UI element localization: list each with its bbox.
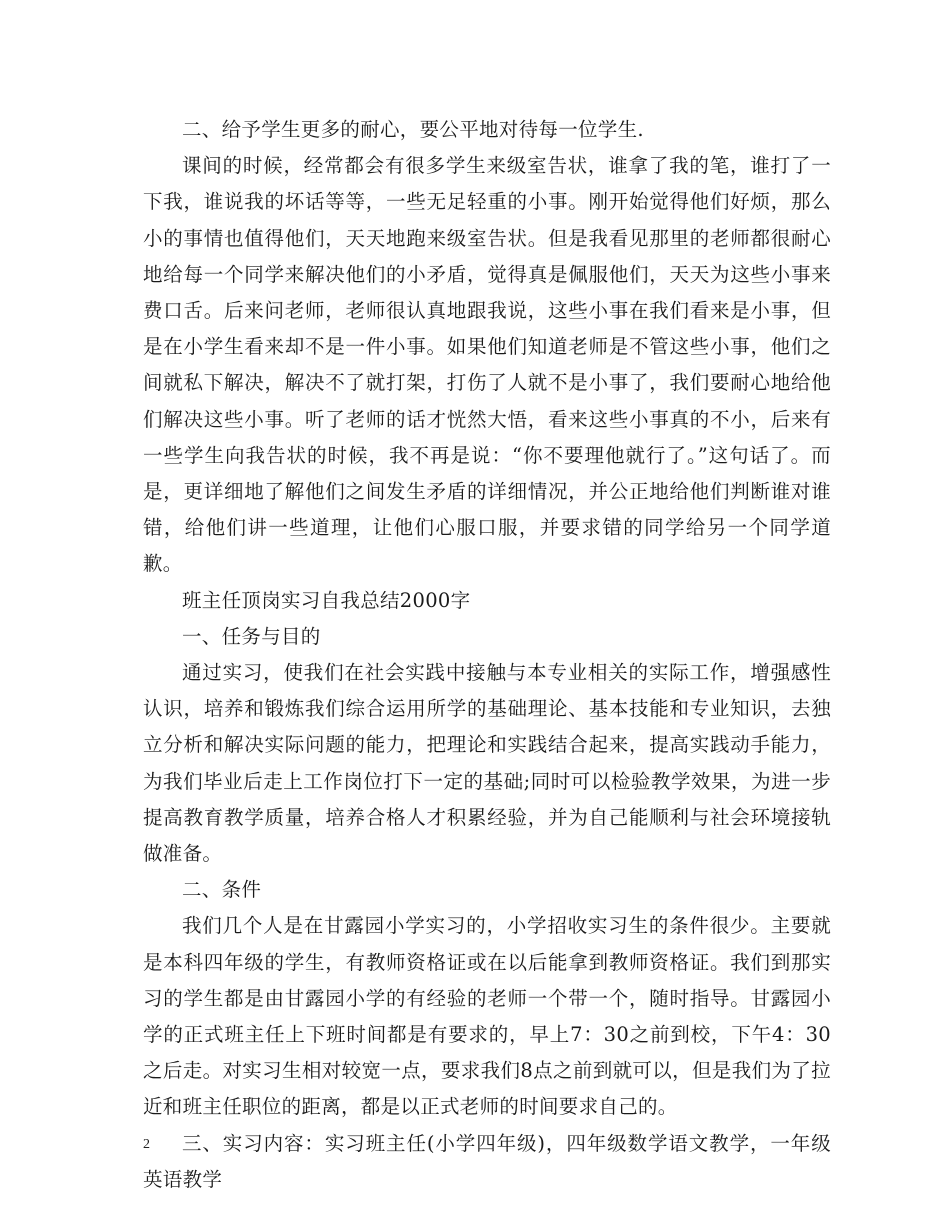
paragraph-conditions-body: 我们几个人是在甘露园小学实习的，小学招收实习生的条件很少。主要就是本科四年级的学生，有教师资格证或在以后能拿到教师资格证。我们到那实习的学生都是由甘露园小学的有经验的老师一个带一个，随时指导。甘露园小学的正式班主任上下班时间都是有要求的，早上7：30之前到校，下午4：30之后走。对实习生相对较宽一点，要求我们8点之前到就可以，但是我们为了拉近和班主任职位的距离，都是以正式老师的时间要求自己的。 [143,914,831,1119]
paragraph-task-purpose-body: 通过实习，使我们在社会实践中接触与本专业相关的实际工作，增强感性认识，培养和锻炼我们综合运用所学的基础理论、基本技能和专业知识，去独立分析和解决实际问题的能力，把理论和实践结合起来，提高实践动手能力，为我们毕业后走上工作岗位打下一定的基础;同时可以检验教学效果，为进一步提高教育教学质量，培养合格人才积累经验，并为自己能顺利与社会环境接轨做准备。 [143,661,831,866]
paragraph-summary-title: 班主任顶岗实习自我总结2000字 [182,588,471,612]
page-number: 2 [143,1137,150,1152]
document-body [143,112,831,1198]
paragraph-internship-content: 三、实习内容：实习班主任(小学四年级)，四年级数学语文教学，一年级英语教学 [143,1131,831,1191]
paragraph-section-two-heading: 二、给予学生更多的耐心，要公平地对待每一位学生. [182,118,644,141]
paragraph-conditions-heading: 二、条件 [182,878,262,902]
paragraph-task-purpose-heading: 一、任务与目的 [182,624,321,648]
paragraph-recess-complaints: 课间的时候，经常都会有很多学生来级室告状，谁拿了我的笔，谁打了一下我，谁说我的坏话等等，一些无足轻重的小事。刚开始觉得他们好烦，那么小的事情也值得他们，天天地跑来级室告状。但是我看见那里的老师都很耐心地给每一个同学来解决他们的小矛盾，觉得真是佩服他们，天天为这些小事来费口舌。后来问老师，老师很认真地跟我说，这些小事在我们看来是小事，但是在小学生看来却不是一件小事。如果他们知道老师是不管这些小事，他们之间就私下解决，解决不了就打架，打伤了人就不是小事了，我们要耐心地给他们解决这些小事。听了老师的话才恍然大悟，看来这些小事真的不小，后来有一些学生向我告状的时候，我不再是说：“你不要理他就行了。”这句话了。而是，更详细地了解他们之间发生矛盾的详细情况，并公正地给他们判断谁对谁错，给他们讲一些道理，让他们心服口服，并要求错的同学给另一个同学道歉。 [143,154,831,576]
